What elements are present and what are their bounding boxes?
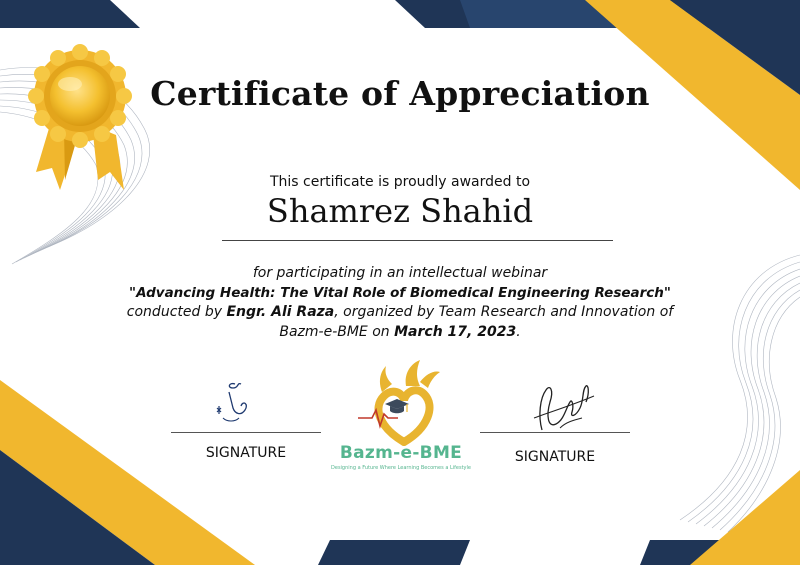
right-signature-scribble [520,372,600,437]
awarded-text: This certificate is proudly awarded to [269,174,531,190]
logo-tagline: Designing a Future Where Learning Becomes a Lifestyle [331,465,471,471]
date-suffix: . [516,323,521,340]
certificate-title: Certificate of Appreciation [150,74,650,113]
right-signature-line [480,432,630,433]
event-date: March 17, 2023 [394,323,517,340]
recipient-name: Shamrez Shahid [266,192,534,230]
logo-name: Bazm-e-BME [339,443,463,463]
speaker-name: Engr. Ali Raza [226,304,335,320]
left-signature-label: SIGNATURE [205,445,287,461]
body-line-conducted [60,303,740,323]
left-signature-line [171,432,321,433]
organizer-text: , organized by Team Research and Innovation of [334,304,674,320]
organizer-name: Bazm-e-BME on [279,323,395,340]
certificate-body [60,264,740,342]
body-line-event: for participating in an intellectual webinar [252,265,548,281]
award-ribbon-icon [20,40,140,195]
left-signature-scribble [205,378,255,428]
right-signature-label: SIGNATURE [514,449,596,465]
body-line-date [60,323,740,343]
conducted-prefix: conducted by [126,304,227,320]
webinar-title: "Advancing Health: The Vital Role of Biomedical Engineering Research" [129,284,671,301]
graduation-cap-icon [384,398,410,416]
recipient-underline [222,240,613,241]
